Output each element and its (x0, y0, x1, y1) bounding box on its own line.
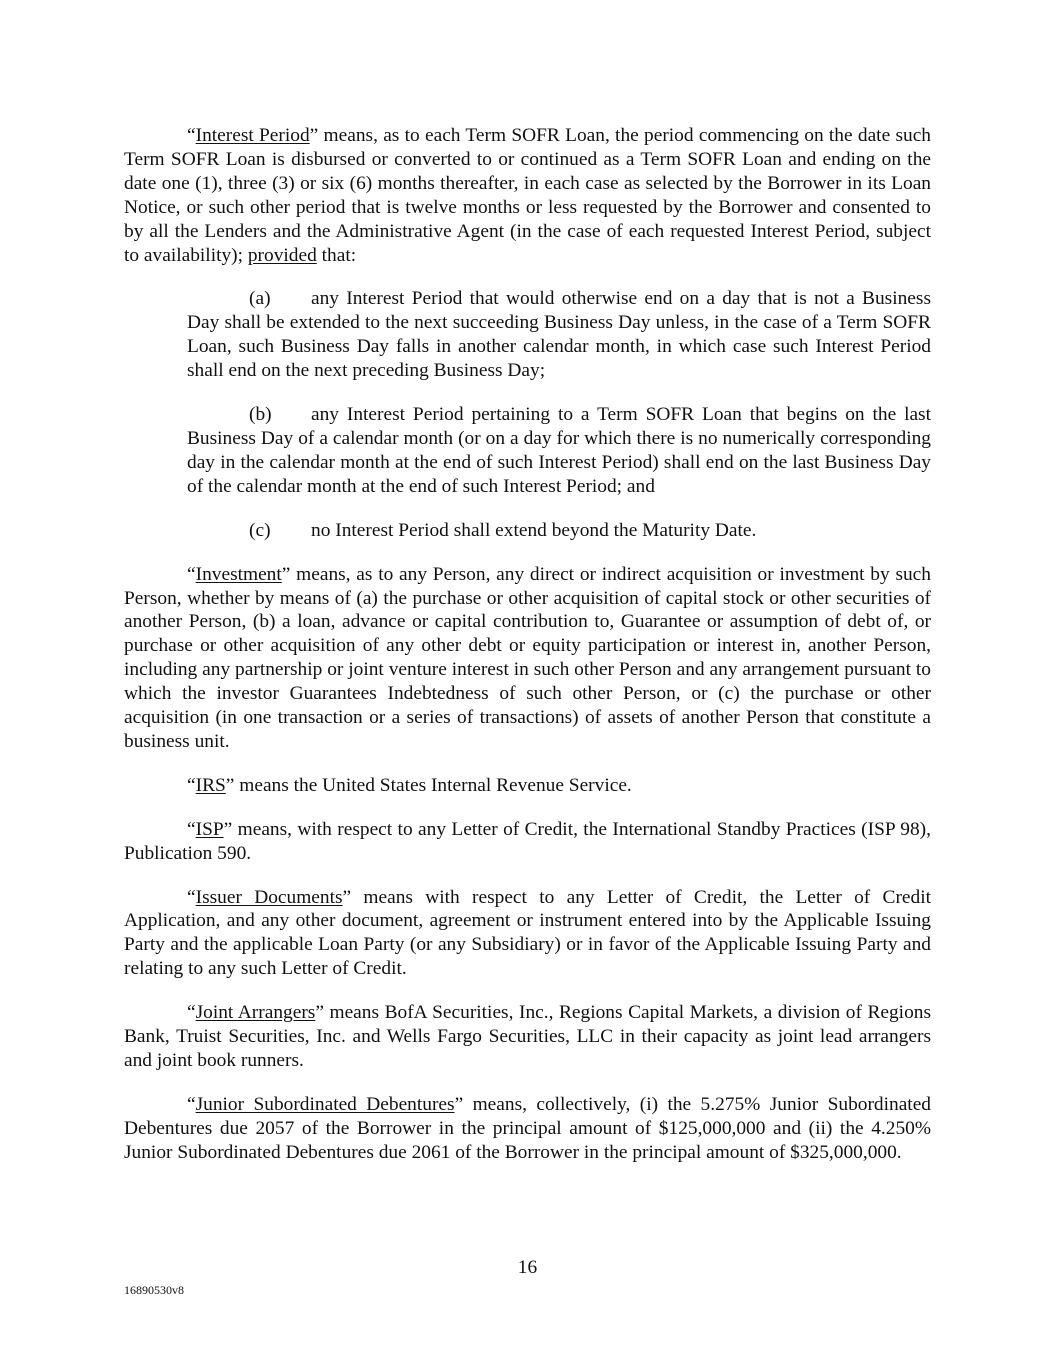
document-page (124, 124, 931, 1185)
document-id: 16890530v8 (124, 1283, 184, 1297)
clause-text: any Interest Period pertaining to a Term SOFR Loan that begins on the last Business Day of a calendar month (or on a day for which there is no numerically corresponding day in the calendar month at the end of such Interest Period) shall end on the last Business Day of the calendar month at the end of such Interest Period; and (187, 404, 931, 497)
defined-term: Investment (195, 563, 282, 585)
page-number: 16 (517, 1257, 538, 1278)
provided-term: provided (247, 244, 317, 266)
definition-body: means with respect to any Letter of Credit, the Letter of Credit Application, and any other document, agreement or instrument entered into by the Applicable Issuing Party and the applicable Loan Party (or any Subsidiary) or in favor of the Applicable Issuing Party and relating to any such Letter of Credit. (124, 886, 931, 980)
clause-c (187, 519, 931, 543)
defined-term: Issuer Documents (195, 886, 343, 908)
clause-label: (a) (249, 288, 271, 310)
defined-term: Joint Arrangers (195, 1002, 316, 1024)
defined-term: ISP (195, 818, 224, 840)
clause-b (187, 403, 931, 499)
definition-interest-period: “Interest Period” means, as to each Term SOFR Loan, the period commencing on the date such Term SOFR Loan is disbursed or converted to or continued as a Term SOFR Loan and ending on the date one (1), three (3) or six (6) months thereafter, in each case as selected by the Borrower in its Loan Notice, or such other period that is twelve months or less requested by the Borrower and consented to by all the Lenders and the Administrative Agent (in the case of each requested Interest Period, subject to availability); provided that: (124, 125, 931, 266)
definition-junior-subordinated-debentures: “Junior Subordinated Debentures” means, collectively, (i) the 5.275% Junior Subordinated Debentures due 2057 of the Borrower in the principal amount of $125,000,000 and (ii) the 4.250% Junior Subordinated Debentures due 2061 of the Borrower in the principal amount of $325,000,000. (124, 1093, 931, 1163)
definition-body: means, with respect to any Letter of Credit, the International Standby Practices (ISP 98), Publication 590. (124, 818, 931, 864)
definition-investment: “Investment” means, as to any Person, any direct or indirect acquisition or investment by such Person, whether by means of (a) the purchase or other acquisition of capital stock or other securities of another Person, (b) a loan, advance or capital contribution to, Guarantee or assumption of debt of, or purchase or other acquisition of any other debt or equity participation or interest in, another Person, including any partnership or joint venture interest in such other Person and any arrangement pursuant to which the investor Guarantees Indebtedness of such other Person, or (c) the purchase or other acquisition (in one transaction or a series of transactions) of assets of another Person that constitute a business unit. (124, 563, 931, 752)
definition-isp: “ISP” means, with respect to any Letter of Credit, the International Standby Practices (ISP 98), Publication 590. (124, 818, 931, 864)
clause-label: (c) (249, 519, 271, 541)
clause-label: (b) (249, 404, 272, 426)
definition-body: means, collectively, (i) the 5.275% Junior Subordinated Debentures due 2057 of the Borrower in the principal amount of $125,000,000 and (ii) the 4.250% Junior Subordinated Debentures due 2061 of the Borrower in the principal amount of $325,000,000. (124, 1093, 931, 1163)
definition-issuer-documents: “Issuer Documents” means with respect to any Letter of Credit, the Letter of Credit Application, and any other document, agreement or instrument entered into by the Applicable Issuing Party and the applicable Loan Party (or any Subsidiary) or in favor of the Applicable Issuing Party and relating to any such Letter of Credit. (124, 886, 931, 980)
definition-body: means BofA Securities, Inc., Regions Capital Markets, a division of Regions Bank, Truist Securities, Inc. and Wells Fargo Securities, LLC in their capacity as joint lead arrangers and joint book runners. (124, 1002, 932, 1071)
defined-term: Junior Subordinated Debentures (195, 1093, 455, 1115)
clause-text: any Interest Period that would otherwise end on a day that is not a Business Day shall be extended to the next succeeding Business Day unless, in the case of a Term SOFR Loan, such Business Day falls in another calendar month, in which case such Interest Period shall end on the next preceding Business Day; (187, 288, 931, 382)
definition-body: means the United States Internal Revenue Service. (234, 774, 632, 796)
definition-body: means, as to each Term SOFR Loan, the period commencing on the date such Term SOFR Loan is disbursed or converted to or continued as a Term SOFR Loan and ending on the date one (1), three (3) or six (6) months thereafter, in each case as selected by the Borrower in its Loan Notice, or such other period that is twelve months or less requested by the Borrower and consented to by all the Lenders and the Administrative Agent (in the case of each requested Interest Period, subject to availability); (124, 125, 931, 266)
clause-text: no Interest Period shall extend beyond the Maturity Date. (311, 519, 757, 541)
defined-term: IRS (195, 774, 226, 796)
clause-a (187, 287, 931, 383)
definition-irs: “IRS” means the United States Internal Revenue Service. (187, 774, 632, 796)
definition-joint-arrangers: “Joint Arrangers” means BofA Securities, Inc., Regions Capital Markets, a division of Regions Bank, Truist Securities, Inc. and Wells Fargo Securities, LLC in their capacity as joint lead arrangers and joint book runners. (124, 1002, 932, 1071)
definition-body: means, as to any Person, any direct or indirect acquisition or investment by such Person, whether by means of (a) the purchase or other acquisition of capital stock or other securities of another Person, (b) a loan, advance or capital contribution to, Guarantee or assumption of debt of, or purchase or other acquisition of any other debt or equity participation or interest in, another Person, including any partnership or joint venture interest in such other Person and any arrangement pursuant to which the investor Guarantees Indebtedness of such other Person, or (c) the purchase or other acquisition (in one transaction or a series of transactions) of assets of another Person that constitute a business unit. (124, 563, 931, 752)
defined-term: Interest Period (195, 125, 310, 146)
